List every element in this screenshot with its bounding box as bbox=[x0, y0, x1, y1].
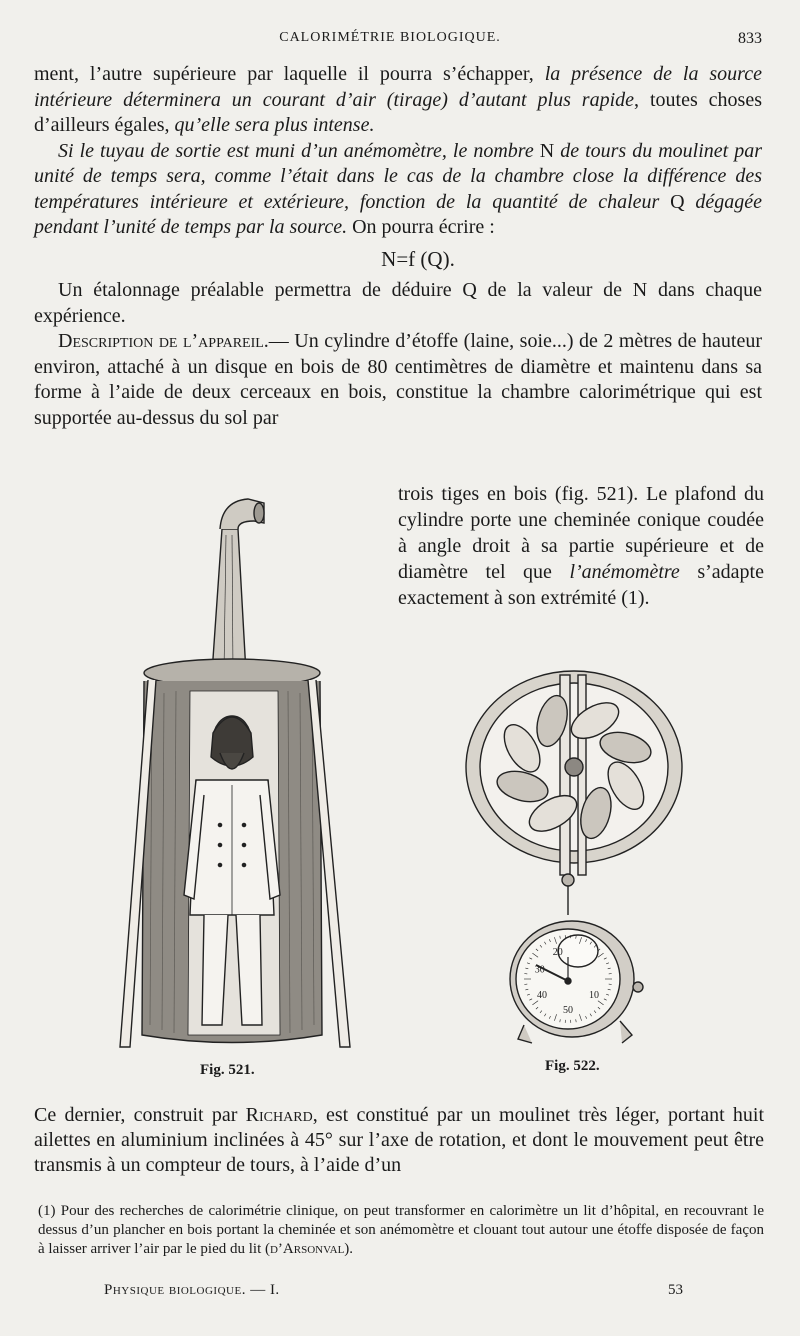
paragraph-1 bbox=[34, 62, 762, 139]
paragraph-2-italic-b: de tours du moulinet par unité de temps sera, comme l’était dans le cas de la chambre close la différence des températures intérieure et extérieure, fonction de la quantité de chaleur bbox=[34, 139, 762, 213]
paragraph-5 bbox=[34, 1103, 764, 1178]
dial-label: 10 bbox=[589, 990, 599, 1001]
paragraph-2-italic-c: dégagée pendant l’unité de temps par la source. bbox=[34, 190, 762, 238]
paragraph-4-text: Un cylindre d’étoffe (laine, soie...) de 2 mètres de hauteur environ, attaché à un disque en bois de 80 centimètres de diamètre et maintenu dans sa forme à l’aide de deux cerceaux en bois, constitue la chambre calorimétrique qui est supportée au-dessus du sol par bbox=[34, 330, 763, 429]
section-dash: — bbox=[268, 330, 295, 352]
figure-522-illustration bbox=[462, 665, 692, 1055]
footer-book-title: Physique biologique. — I. bbox=[104, 1282, 280, 1298]
paragraph-1-italic-b: qu’elle sera plus intense. bbox=[174, 114, 375, 136]
footnote-text-a: (1) Pour des recherches de calorimétrie clinique, on peut transformer en calorimètre un lit d’hôpital, en recouvrant le dessus d’un plancher en bois portant la cheminée et son anémomètre et clouant tout autour une étoffe disposée de façon à laisser arriver l’air par le pied du lit ( bbox=[38, 1203, 764, 1257]
author-richard: Richard bbox=[245, 1104, 313, 1126]
figure-521-caption: Fig. 521. bbox=[200, 1062, 255, 1078]
body-text-top bbox=[34, 62, 762, 431]
paragraph-5-text-b: , est constitué par un moulinet très léger, portant huit ailettes en aluminium inclinées à 45° sur l’axe de rotation, et dont le mouvement peut être transmis à un compteur de tours, à l’aide d’un bbox=[34, 1104, 765, 1176]
anemometer-drawing bbox=[462, 665, 692, 1055]
paragraph-3: Un étalonnage préalable permettra de déduire Q de la valeur de N dans chaque expérience. bbox=[34, 279, 762, 327]
wrapped-text-italic: l’anémomètre bbox=[569, 561, 680, 583]
dial-label: 20 bbox=[552, 946, 563, 958]
paragraph-2-text: On pourra écrire : bbox=[347, 216, 495, 238]
page-header bbox=[0, 28, 800, 52]
wrapped-text-b: s’adapte exactement à son extrémité (1). bbox=[398, 561, 764, 609]
footer-signature: 53 bbox=[668, 1282, 683, 1298]
footnote bbox=[38, 1202, 764, 1259]
paragraph-1-text-b: , toutes choses d’ailleurs égales, bbox=[34, 88, 762, 136]
paragraph-4 bbox=[34, 329, 762, 431]
dial-label: 40 bbox=[537, 990, 547, 1001]
paragraph-1-italic-a: la présence de la source intérieure déterminera un courant d’air (tirage) d’autant plus rapide bbox=[34, 63, 762, 111]
wrapped-text-a: trois tiges en bois (fig. 521). Le plafond du cylindre porte une cheminée conique coudée à angle droit à sa partie supérieure et de diamètre tel que bbox=[398, 483, 764, 583]
page-number: 833 bbox=[738, 30, 762, 47]
dial-label: 30 bbox=[534, 964, 545, 976]
footnote-text-b: ). bbox=[344, 1241, 354, 1257]
footnote-author: d’Arsonval bbox=[269, 1241, 345, 1257]
formula: N=f (Q). bbox=[381, 246, 455, 271]
paragraph-1-text-a: ment, l’autre supérieure par laquelle il pourra s’échapper, bbox=[34, 63, 545, 85]
figure-522-caption: Fig. 522. bbox=[545, 1058, 600, 1074]
paragraph-5-text-a: Ce dernier, construit par bbox=[34, 1104, 246, 1126]
paragraph-2 bbox=[34, 139, 762, 241]
wrapped-text bbox=[398, 481, 764, 611]
paragraph-2-symbol-q: Q bbox=[670, 190, 685, 213]
running-title: CALORIMÉTRIE BIOLOGIQUE. bbox=[279, 30, 501, 45]
figure-521-illustration bbox=[108, 495, 358, 1055]
paragraph-2-symbol-n: N bbox=[539, 139, 555, 162]
paragraph-2-italic-a: Si le tuyau de sortie est muni d’un anémomètre, le nombre bbox=[58, 139, 540, 162]
section-heading: Description de l’appareil. bbox=[58, 330, 269, 352]
dial-label: 50 bbox=[563, 1005, 573, 1016]
chamber-drawing bbox=[108, 495, 358, 1055]
